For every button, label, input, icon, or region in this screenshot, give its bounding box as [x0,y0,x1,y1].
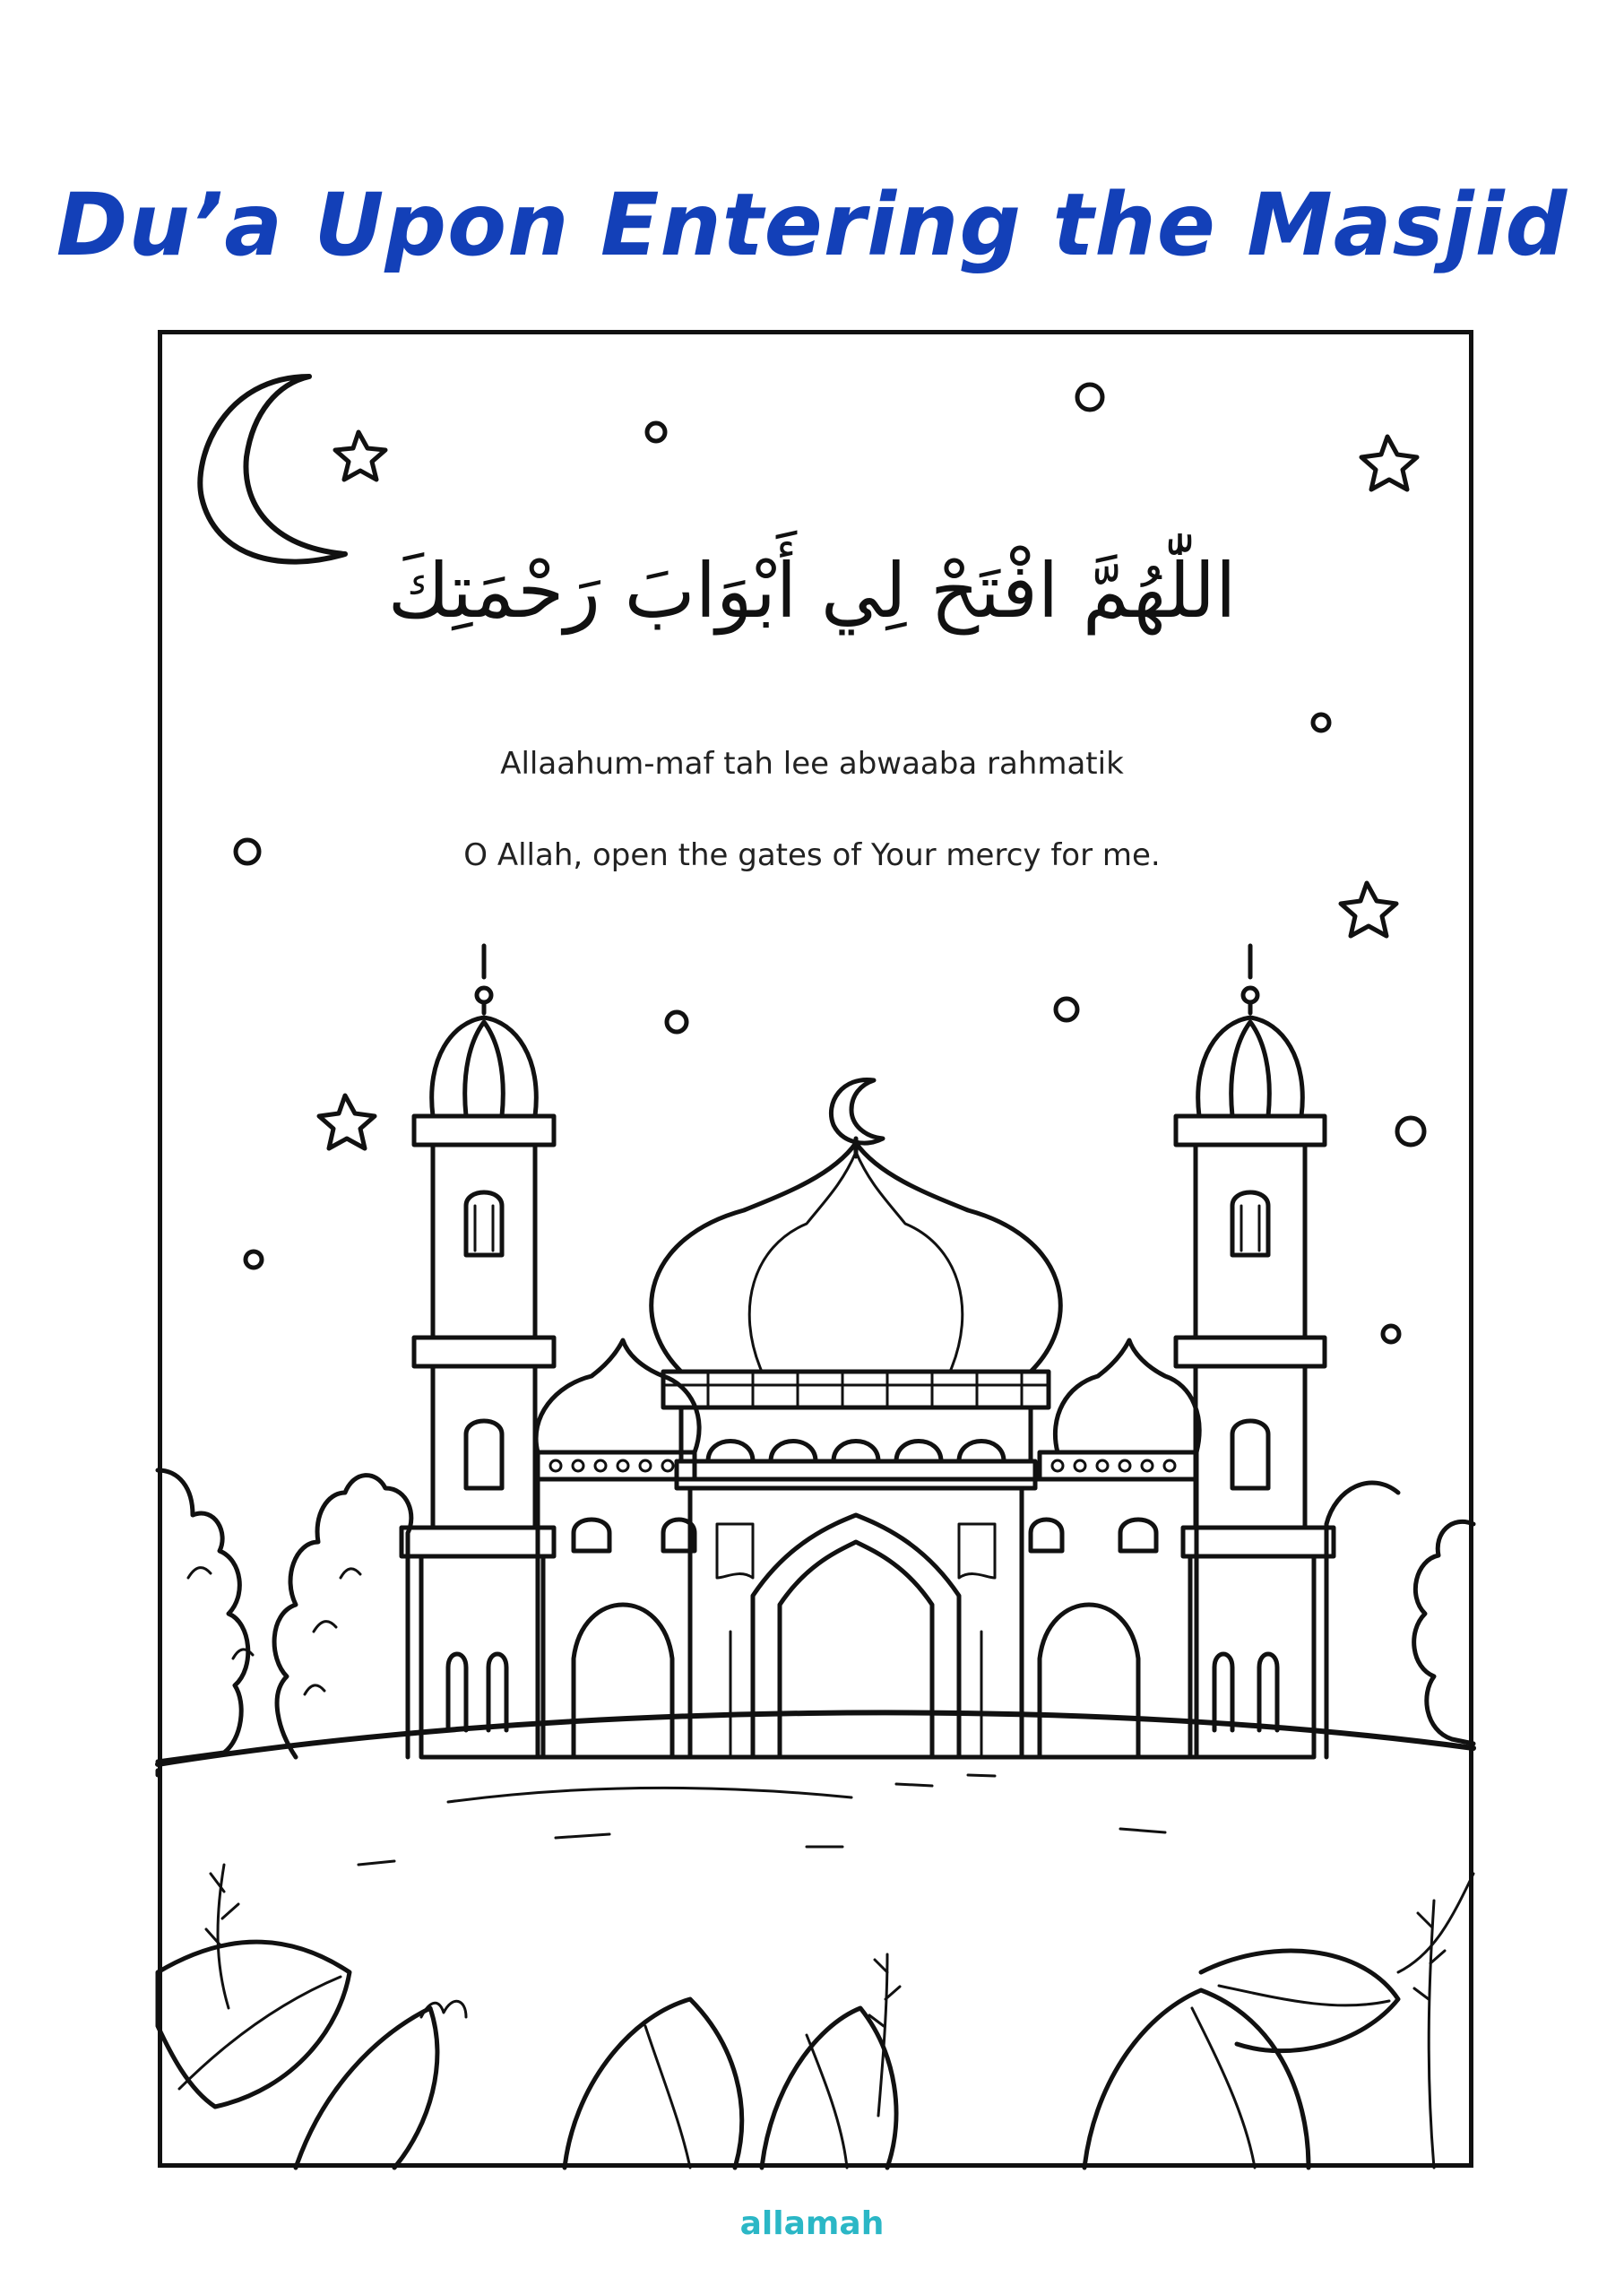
crescent-moon-icon [200,377,345,562]
dot-icon [1313,714,1329,731]
dot-icon [1056,999,1077,1020]
crescent-finial-icon [831,1079,883,1143]
arch-left [574,1605,672,1757]
transliteration: Allaahum-maf tah lee abwaaba rahmatik [500,746,1124,782]
star-icon [1341,883,1396,936]
star-icon [335,432,385,480]
dot-icon [667,1012,687,1032]
dot-icon [1397,1118,1424,1145]
arch-right [1040,1605,1138,1757]
leaf-center [565,1999,742,2168]
arabic-dua: اللّٰهُمَّ افْتَحْ لِي أَبْوَابَ رَحْمَتِكَ [387,547,1237,635]
dot-icon [647,423,665,441]
translation: O Allah, open the gates of Your mercy for me. [463,837,1161,873]
side-dome-left [536,1340,699,1452]
tree-left [158,1470,248,1762]
star-icon [319,1096,375,1148]
brand-logo: allamah [739,2205,885,2242]
star-icon [1361,437,1417,489]
dot-icon [246,1251,262,1268]
dot-icon [1383,1326,1399,1342]
dot-icon [1077,385,1102,410]
page-title: Du’a Upon Entering the Masjid [56,175,1568,275]
main-arch [753,1515,959,1757]
leaf-center-2 [762,2008,896,2168]
minaret-left [402,946,554,1757]
tree-right [1414,1521,1473,1744]
minaret-right [1176,946,1334,1757]
main-dome [652,1143,1060,1372]
leaf-left-2 [296,2008,437,2168]
